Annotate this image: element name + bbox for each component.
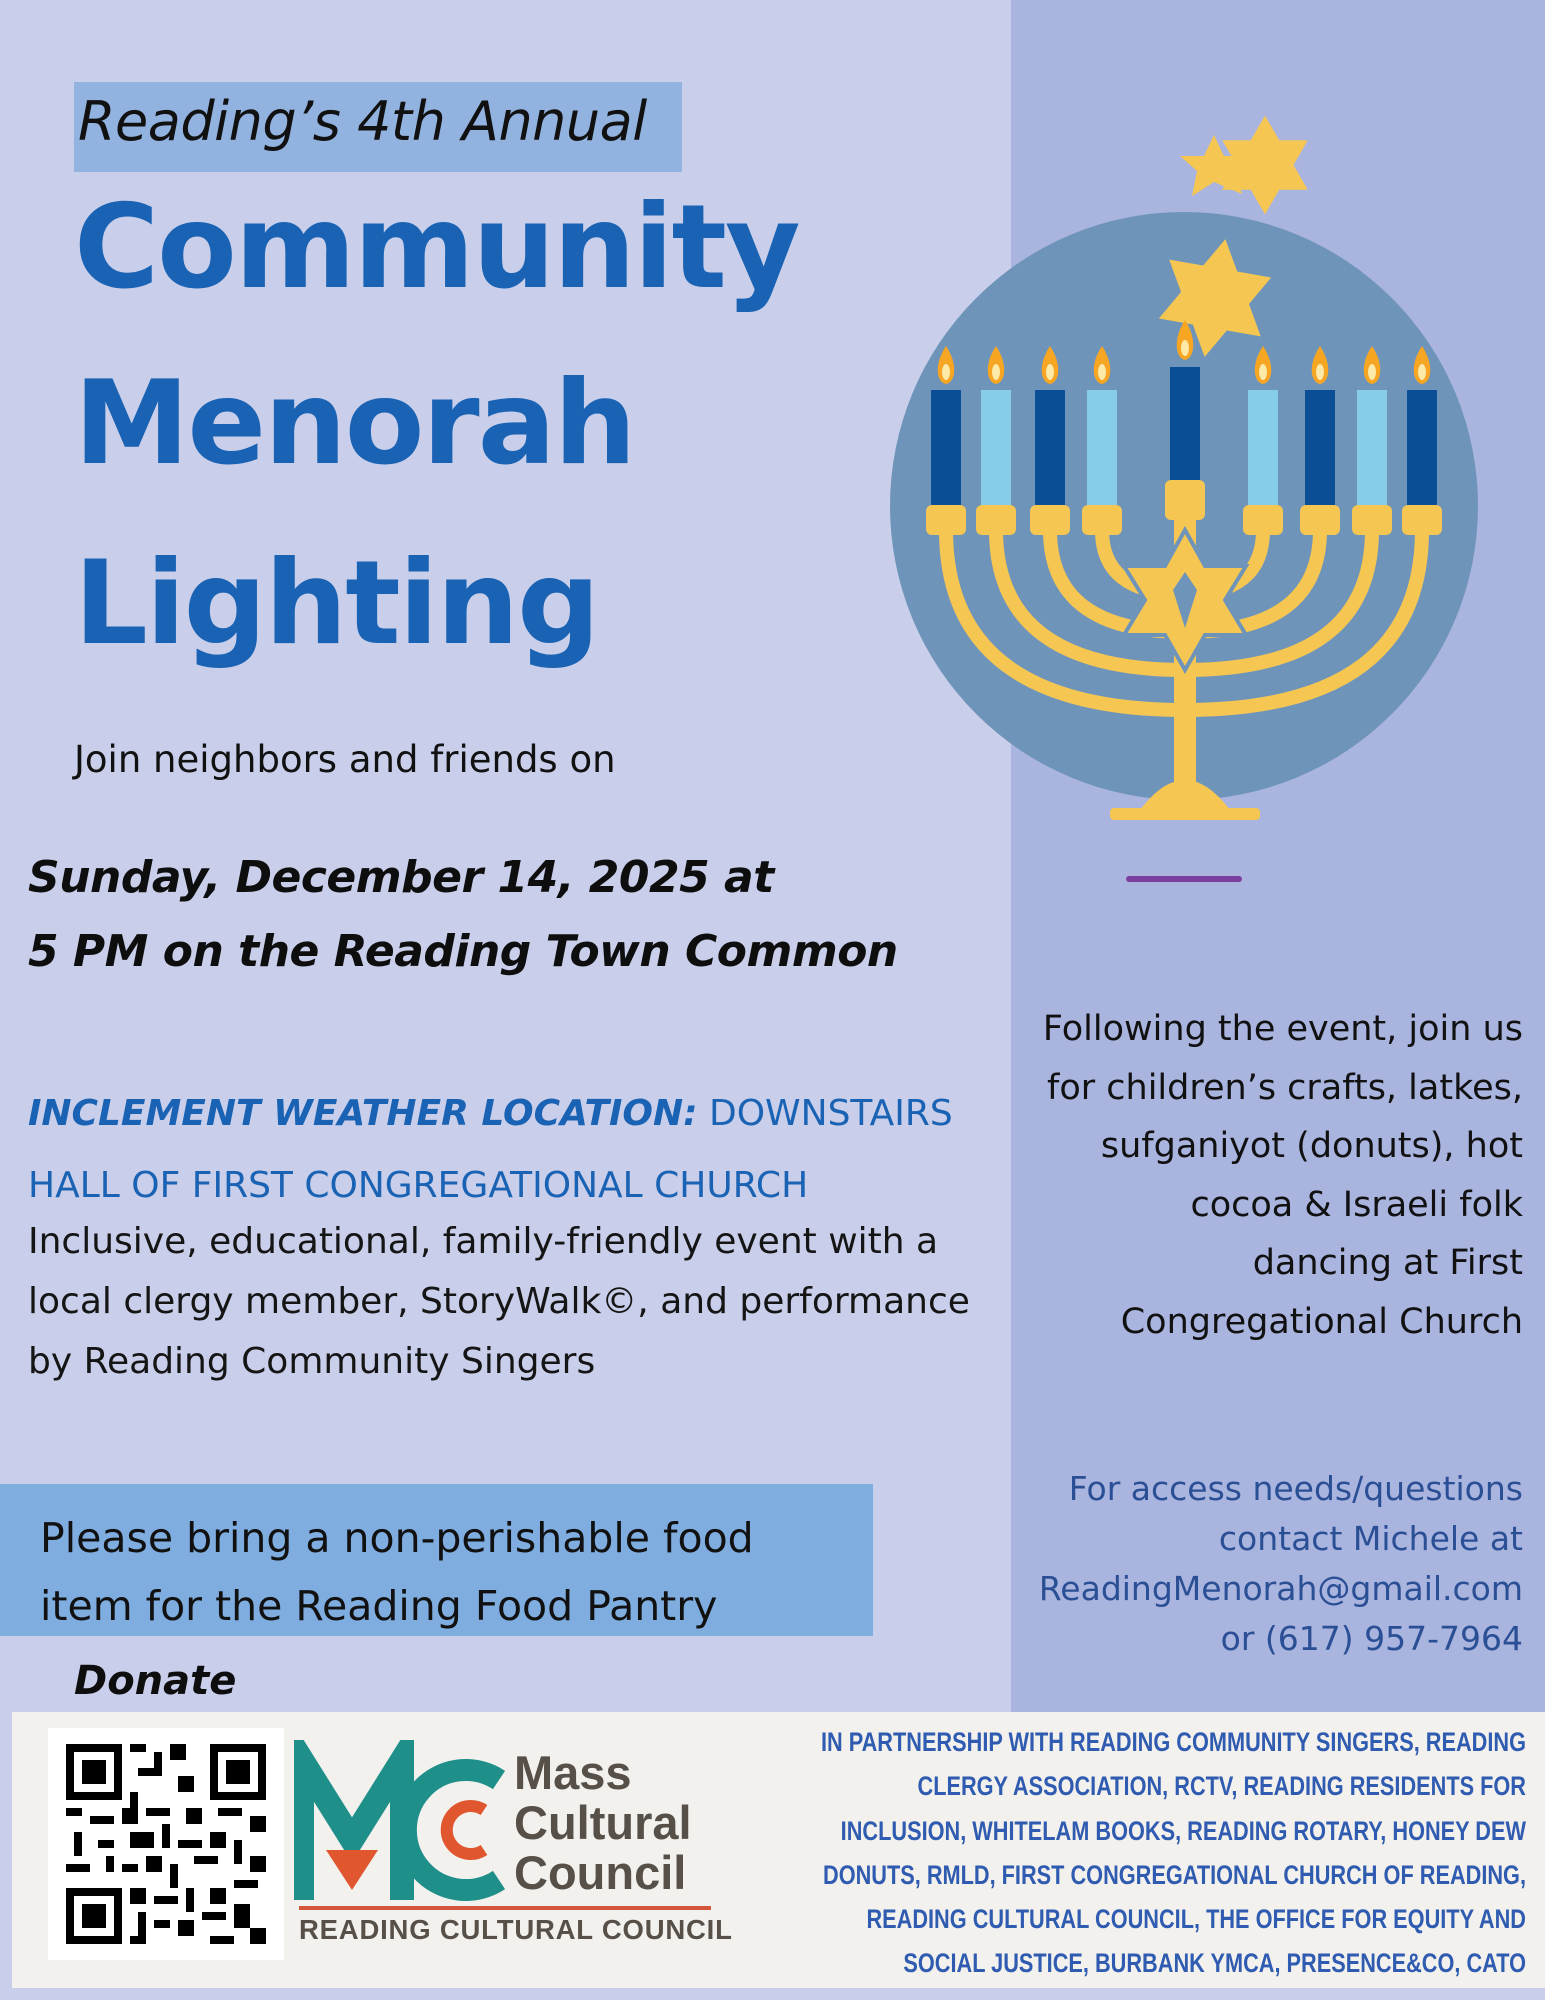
logo-divider: [299, 1906, 711, 1910]
candle: [1357, 390, 1387, 505]
council-line: Council: [514, 1846, 687, 1899]
menorah-base-line: [1126, 876, 1242, 882]
title-line-2: Menorah: [74, 356, 635, 491]
weather-location: [28, 1078, 1008, 1222]
weather-location-text: DOWNSTAIRS HALL OF FIRST CONGREGATIONAL CHURCH: [28, 1093, 953, 1206]
contact-phone[interactable]: or (617) 957-7964: [1220, 1619, 1523, 1658]
mass-line: Mass: [514, 1746, 632, 1799]
candle: [981, 390, 1011, 505]
partners-list: [714, 1720, 1526, 1986]
title-line-3: Lighting: [74, 536, 599, 671]
partners-line: SOCIAL JUSTICE, BURBANK YMCA, PRESENCE&CO, CATO: [903, 1948, 1526, 1979]
candle: [1305, 390, 1335, 505]
partners-line: IN PARTNERSHIP WITH READING COMMUNITY SINGERS, READING: [820, 1727, 1526, 1757]
mass-cultural-council-text: [514, 1748, 692, 1898]
reading-cultural-council-text: READING CULTURAL COUNCIL: [299, 1914, 733, 1945]
partners-line: READING CULTURAL COUNCIL, THE OFFICE FOR EQUITY AND: [866, 1904, 1526, 1935]
access-contact: [1011, 1464, 1523, 1664]
event-date: Sunday, December 14, 2025 at: [28, 852, 774, 903]
partners-line: CLERGY ASSOCIATION, RCTV, READING RESIDENTS FOR: [917, 1771, 1526, 1802]
title-line-1: Community: [74, 180, 799, 315]
c-inner-accent: [447, 1806, 484, 1854]
following-line: cocoa & Israeli folk: [1190, 1184, 1523, 1225]
food-line-1: Please bring a non-perishable food: [40, 1514, 754, 1562]
tagline-banner: [74, 82, 682, 172]
following-line: Congregational Church: [1120, 1301, 1523, 1342]
footer: [12, 1712, 1545, 1988]
food-pantry-banner: [0, 1484, 873, 1636]
menorah-illustration: [880, 110, 1520, 900]
following-line: sufganiyot (donuts), hot: [1100, 1126, 1523, 1166]
join-text: Join neighbors and friends on: [74, 738, 616, 781]
tagline-text: Reading’s 4th Annual: [78, 90, 647, 153]
candle: [1407, 390, 1437, 505]
m-accent: [326, 1850, 378, 1890]
weather-label: INCLEMENT WEATHER LOCATION:: [28, 1093, 698, 1134]
food-line-2: item for the Reading Food Pantry: [40, 1582, 718, 1630]
candle: [931, 390, 961, 505]
event-time-location: 5 PM on the Reading Town Common: [28, 926, 898, 977]
cultural-line: Cultural: [514, 1796, 692, 1849]
donate-qr-code[interactable]: [48, 1728, 284, 1960]
following-line: Following the event, join us: [1042, 1009, 1523, 1049]
following-event-text: [1011, 1000, 1523, 1351]
access-line: contact Michele at: [1218, 1519, 1523, 1558]
partners-line: DONUTS, RMLD, FIRST CONGREGATIONAL CHURCH OF READING,: [823, 1859, 1526, 1890]
mass-cultural-council-logo: [294, 1740, 506, 1905]
following-line: dancing at First: [1252, 1243, 1523, 1283]
candle: [1087, 390, 1117, 505]
donate-label: Donate: [74, 1658, 237, 1704]
candle: [1035, 390, 1065, 505]
event-description: Inclusive, educational, family-friendly event with a local clergy member, StoryWalk©, and performance by Reading Community Singers: [28, 1221, 970, 1382]
candle: [1248, 390, 1278, 505]
partners-line: INCLUSION, WHITELAM BOOKS, READING ROTARY, HONEY DEW: [840, 1815, 1526, 1846]
access-line: For access needs/questions: [1068, 1469, 1523, 1508]
following-line: for children’s crafts, latkes,: [1047, 1067, 1523, 1108]
contact-email[interactable]: ReadingMenorah@gmail.com: [1038, 1569, 1523, 1608]
